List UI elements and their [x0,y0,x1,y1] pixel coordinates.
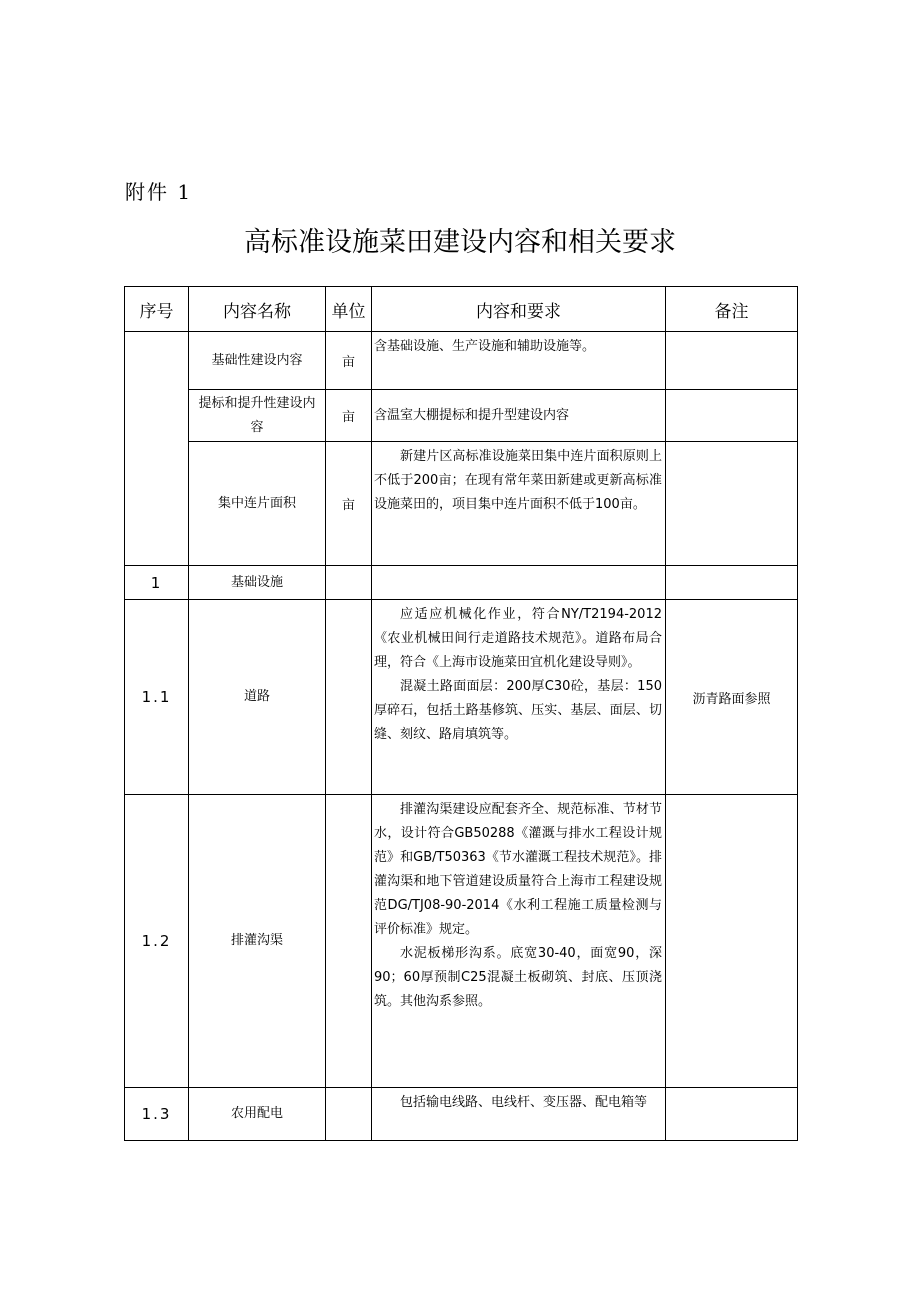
requirement-paragraph: 水泥板梯形沟系。底宽30-40，面宽90，深90；60厚预制C25混凝土板砌筑、封底、压顶浇筑。其他沟系参照。 [374,946,662,1009]
seq-cell: 1.2 [125,795,189,1088]
requirement-paragraph: 排灌沟渠建设应配套齐全、规范标准、节材节水，设计符合GB50288《灌溉与排水工程设计规范》和GB/T50363《节水灌溉工程技术规范》。排灌沟渠和地下管道建设质量符合上海市工程建设规范DG/TJ08-90-2014《水利工程施工质量检测与评价标准》规定。 [374,802,662,937]
name-cell: 提标和提升性建设内容 [189,390,326,442]
name-cell: 基础性建设内容 [189,332,326,390]
table-header-row [125,287,798,332]
name-cell: 道路 [189,600,326,795]
seq-cell [125,332,189,566]
seq-cell: 1 [125,566,189,600]
unit-cell [326,1088,372,1141]
note-cell: 沥青路面参照 [666,600,798,795]
document-title: 高标准设施菜田建设内容和相关要求 [244,227,676,258]
requirements-cell [372,442,666,566]
note-cell [666,390,798,442]
seq-cell: 1.3 [125,1088,189,1141]
unit-cell [326,600,372,795]
seq-cell: 1.1 [125,600,189,795]
table-row [125,600,798,795]
requirements-cell [372,332,666,390]
requirement-paragraph: 新建片区高标准设施菜田集中连片面积原则上不低于200亩；在现有常年菜田新建或更新高标准设施菜田的，项目集中连片面积不低于100亩。 [374,449,662,512]
note-cell [666,442,798,566]
requirements-cell [372,566,666,600]
requirements-table [124,286,798,1141]
note-cell [666,566,798,600]
requirements-cell [372,390,666,442]
header-unit: 单位 [326,287,372,332]
requirement-paragraph: 包括输电线路、电线杆、变压器、配电箱等 [400,1095,648,1110]
header-name: 内容名称 [189,287,326,332]
unit-cell [326,566,372,600]
attachment-label: 附件 1 [125,180,193,204]
note-cell [666,1088,798,1141]
requirements-cell [372,795,666,1088]
table-row [125,566,798,600]
table-row [125,795,798,1088]
requirement-paragraph: 含温室大棚提标和提升型建设内容 [374,407,570,423]
table-row [125,442,798,566]
header-note: 备注 [666,287,798,332]
requirements-cell [372,1088,666,1141]
unit-cell: 亩 [326,332,372,390]
unit-cell [326,795,372,1088]
requirements-cell [372,600,666,795]
unit-cell: 亩 [326,390,372,442]
table-row [125,1088,798,1141]
requirement-paragraph: 混凝土路面面层：200厚C30砼，基层：150厚碎石，包括土路基修筑、压实、基层、面层、切缝、刻纹、路肩填筑等。 [374,679,662,742]
unit-cell: 亩 [326,442,372,566]
requirement-paragraph: 应适应机械化作业，符合NY/T2194-2012《农业机械田间行走道路技术规范》。道路布局合理，符合《上海市设施菜田宜机化建设导则》。 [374,607,662,670]
note-cell [666,795,798,1088]
table-row [125,390,798,442]
name-cell: 集中连片面积 [189,442,326,566]
name-cell: 农用配电 [189,1088,326,1141]
header-seq: 序号 [125,287,189,332]
name-cell: 基础设施 [189,566,326,600]
name-cell: 排灌沟渠 [189,795,326,1088]
header-requirements: 内容和要求 [372,287,666,332]
note-cell [666,332,798,390]
requirement-paragraph: 含基础设施、生产设施和辅助设施等。 [374,339,596,354]
table-row [125,332,798,390]
